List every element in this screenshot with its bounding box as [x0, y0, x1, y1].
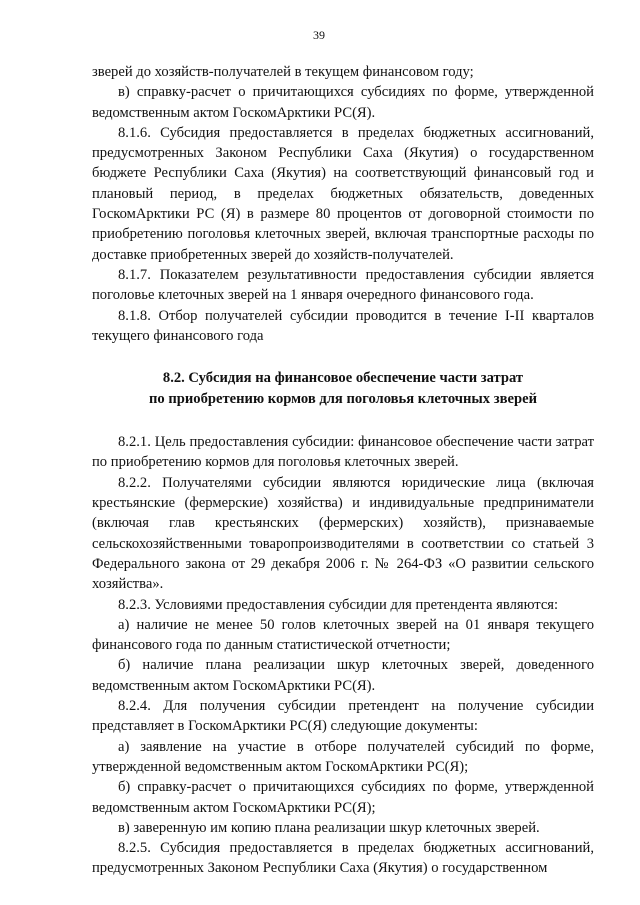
paragraph: в) заверенную им копию плана реализации шкур клеточных зверей.	[118, 819, 540, 836]
section-8-1-continuation	[92, 62, 594, 346]
paragraph: 8.1.7. Показателем результативности предоставления субсидии является поголовье клеточных зверей на 1 января очередного финансового года.	[92, 266, 594, 304]
paragraph: б) наличие плана реализации шкур клеточных зверей, доведенного ведомственным актом ГоскомАрктики РС(Я).	[92, 657, 594, 694]
paragraph: 8.2.5. Субсидия предоставляется в пределах бюджетных ассигнований, предусмотренных Законом Республики Саха (Якутия) о государственном	[92, 840, 594, 877]
paragraph: а) заявление на участие в отборе получателей субсидий по форме, утвержденной ведомственным актом ГоскомАрктики РС(Я);	[92, 738, 594, 775]
page-number: 39	[313, 28, 325, 42]
paragraph: зверей до хозяйств-получателей в текущем финансовом году;	[92, 64, 474, 80]
paragraph: 8.2.3. Условиями предоставления субсидии для претендента являются:	[118, 596, 559, 613]
paragraph: б) справку-расчет о причитающихся субсидиях по форме, утвержденной ведомственным актом ГоскомАрктики РС(Я);	[92, 779, 594, 816]
paragraph: 8.1.8. Отбор получателей субсидии проводится в течение I-II кварталов текущего финансового года	[92, 307, 594, 344]
paragraph: 8.2.2. Получателями субсидии являются юридические лица (включая крестьянские (фермерские) хозяйства) и индивидуальные предприниматели (включая глав крестьянских (фермерских) хозяйств), признаваемые сельскохозяйственными товаропроизводителями в соответствии со статьей 3 Федерального закона от 29 декабря 2006 г. № 264-ФЗ «О развитии сельского хозяйства».	[92, 474, 594, 593]
paragraph: 8.1.6. Субсидия предоставляется в пределах бюджетных ассигнований, предусмотренных Законом Республики Саха (Якутия) о государственном бюджете Республики Саха (Якутия) на соответствующий финансовый год и плановый период, в пределах бюджетных обязательств, доведенных ГоскомАрктики РС (Я) в размере 80 процентов от договорной стоимости по приобретению поголовья клеточных зверей, включая транспортные расходы по доставке приобретенных зверей до хозяйств-получателей.	[92, 124, 594, 263]
paragraph: 8.2.1. Цель предоставления субсидии: финансовое обеспечение части затрат по приобретению кормов для поголовья клеточных зверей.	[92, 434, 594, 471]
paragraph: а) наличие не менее 50 голов клеточных зверей на 01 января текущего финансового года по данным статистической отчетности;	[92, 616, 594, 654]
heading-line-1: 8.2. Субсидия на финансовое обеспечение части затрат	[162, 370, 524, 387]
heading-line-2: по приобретению кормов для поголовья клеточных зверей	[149, 391, 537, 408]
section-8-2-body	[92, 432, 594, 879]
paragraph: в) справку-расчет о причитающихся субсидиях по форме, утвержденной ведомственным актом ГоскомАрктики РС(Я).	[92, 84, 594, 121]
document-body	[92, 62, 594, 879]
section-heading	[92, 368, 594, 410]
paragraph: 8.2.4. Для получения субсидии претендент на получение субсидии представляет в ГоскомАрктики РС(Я) следующие документы:	[92, 698, 594, 735]
